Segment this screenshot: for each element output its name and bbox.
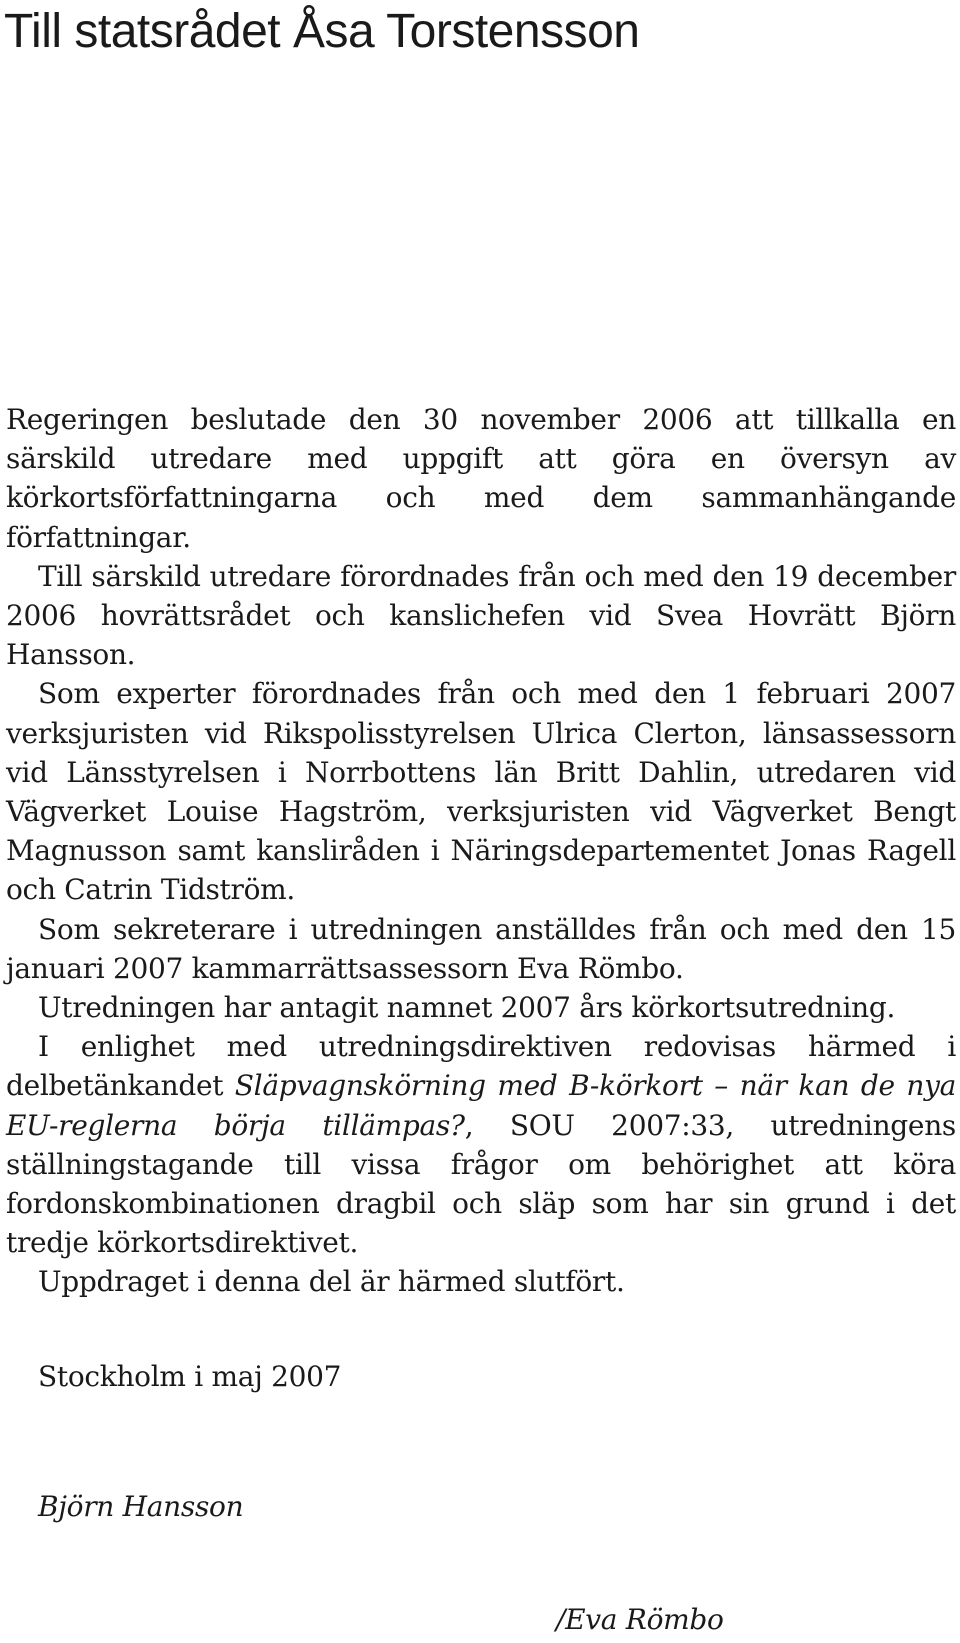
paragraph-completion: Uppdraget i denna del är härmed slutfört. bbox=[38, 1265, 625, 1299]
paragraph-commission: Regeringen beslutade den 30 november 2006 att tillkalla en särskild utredare med uppgift att göra en översyn av körkortsförfattningarna och med dem sammanhängande författningar. bbox=[6, 403, 956, 554]
paragraph-secretary: Som sekreterare i utredningen anställdes från och med den 15 januari 2007 kammarrättsassessorn Eva Römbo. bbox=[6, 912, 956, 985]
paragraph-experts: Som experter förordnades från och med den 1 februari 2007 verksjuristen vid Rikspolisstyrelsen Ulrica Clerton, länsassessorn vid Länsstyrelsen i Norrbottens län Britt Dahlin, utredaren vid Vägverket Louise Hagström, verksjuristen vid Vägverket Bengt Magnusson samt kansliråden i Näringsdepartementet Jonas Ragell och Catrin Tidström. bbox=[6, 677, 956, 907]
document-title: Till statsrådet Åsa Torstensson bbox=[4, 5, 640, 58]
report-text-after: , SOU 2007:33, utredningens ställningstagande till vissa frågor om behörighet att köra fordonskombinationen dragbil och släp som har sin grund i det tredje körkortsdirektivet. bbox=[6, 1108, 957, 1260]
signature-secretary: /Eva Römbo bbox=[556, 1603, 724, 1636]
report-title: Släpvagnskörning med B-körkort – när kan de nya EU-reglerna börja tillämpas? bbox=[6, 1069, 956, 1142]
signature-chair: Björn Hansson bbox=[38, 1490, 244, 1523]
document-body bbox=[6, 400, 956, 1302]
paragraph-report bbox=[6, 1027, 956, 1262]
report-text-before: I enlighet med utredningsdirektiven redovisas härmed i delbetänkandet bbox=[6, 1030, 956, 1103]
paragraph-investigator: Till särskild utredare förordnades från och med den 19 december 2006 hovrättsrådet och kanslichefen vid Svea Hovrätt Björn Hansson. bbox=[6, 559, 956, 672]
paragraph-name: Utredningen har antagit namnet 2007 års körkortsutredning. bbox=[38, 991, 896, 1025]
place-date: Stockholm i maj 2007 bbox=[38, 1360, 342, 1393]
